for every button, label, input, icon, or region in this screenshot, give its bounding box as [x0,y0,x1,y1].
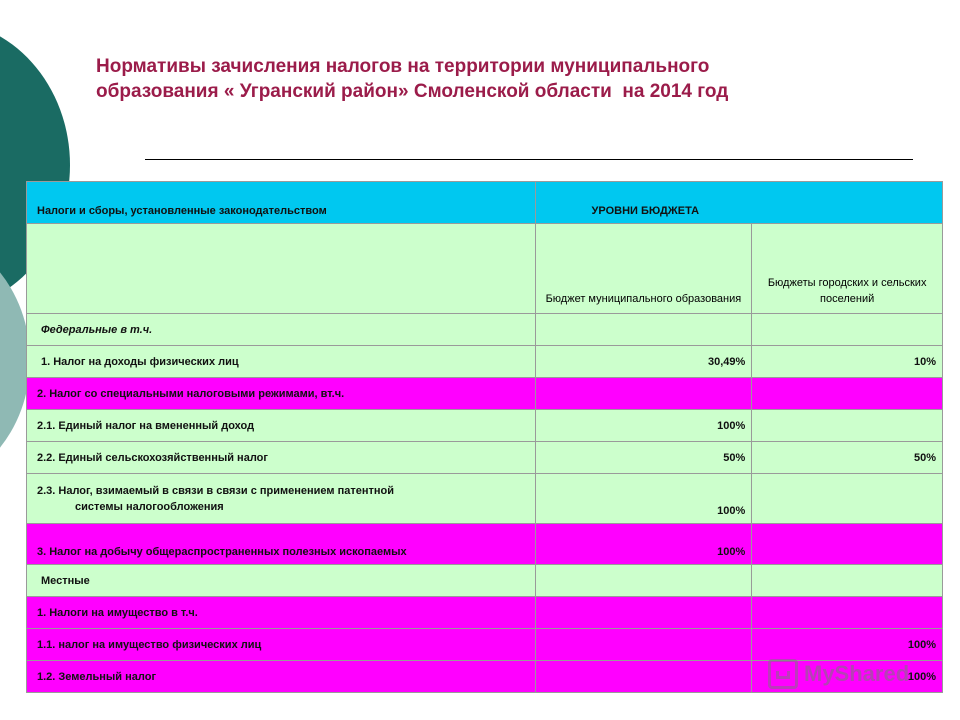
table-row [27,474,943,524]
watermark-logo [768,656,938,692]
header-taxes-label: Налоги и сборы, установленные законодательством [27,182,536,224]
header-budget-levels: УРОВНИ БЮДЖЕТА [535,182,942,224]
row-label: 1. Налог на доходы физических лиц [27,346,536,378]
row-label: 1. Налоги на имущество в т.ч. [27,597,536,629]
header-municipal-budget: Бюджет муниципального образования [535,224,752,314]
table-header-row [27,182,943,224]
table-row [27,565,943,597]
row-label [27,474,536,524]
row-label: 2. Налог со специальными налоговыми режимами, вт.ч. [27,378,536,410]
row-municipal-value: 100% [535,410,752,442]
page-title [96,54,856,104]
table-row [27,314,943,346]
row-settlements-value: 50% [752,442,943,474]
row-label: 1.1. налог на имущество физических лиц [27,629,536,661]
row-label: 2.2. Единый сельскохозяйственный налог [27,442,536,474]
row-label: 3. Налог на добычу общераспространенных полезных ископаемых [27,524,536,565]
row-municipal-value: 100% [535,474,752,524]
row-label-line-1: 2.3. Налог, взимаемый в связи в связи с применением патентной [37,484,395,497]
table-row [27,378,943,410]
row-label: 2.1. Единый налог на вмененный доход [27,410,536,442]
cart-icon [768,659,798,689]
table-subheader-row [27,224,943,314]
table-row [27,346,943,378]
title-line-1: Нормативы зачисления налогов на территории муниципального [96,56,710,77]
watermark-text: MyShared [804,661,910,686]
table-row [27,442,943,474]
title-divider [145,159,913,160]
table-row [27,597,943,629]
row-label: Местные [27,565,536,597]
row-label-line-2: системы налогообложения [75,500,224,513]
row-settlements-value: 10% [752,346,943,378]
row-settlements-value: 100% [752,661,943,693]
header-settlements-budget: Бюджеты городских и сельских поселений [752,224,943,314]
table-row [27,410,943,442]
row-municipal-value: 30,49% [535,346,752,378]
tax-norms-table [26,181,943,693]
row-label: 1.2. Земельный налог [27,661,536,693]
row-settlements-value: 100% [752,629,943,661]
row-municipal-value: 100% [535,524,752,565]
table-row [27,524,943,565]
row-municipal-value: 50% [535,442,752,474]
title-line-2: образования « Угранский район» Смоленской области на 2014 год [96,81,729,102]
row-label: Федеральные в т.ч. [27,314,536,346]
